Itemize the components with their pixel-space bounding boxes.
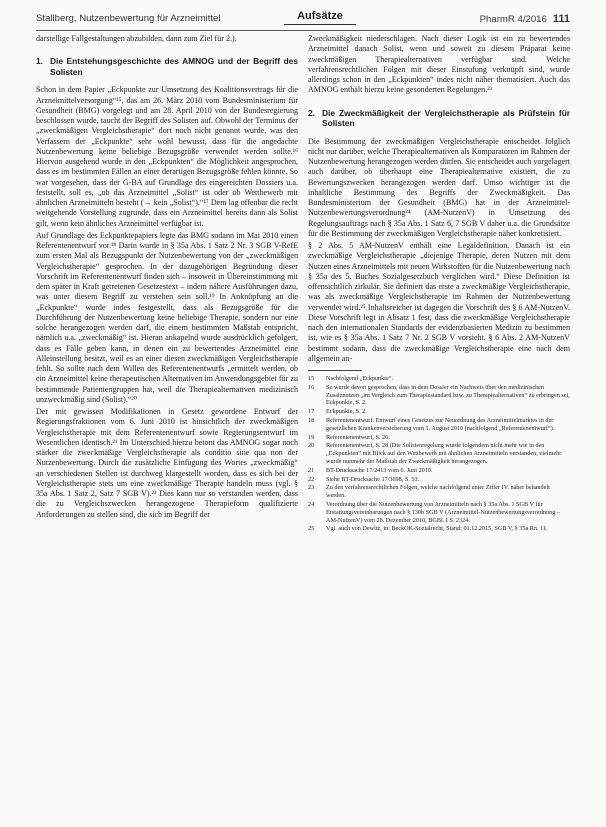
section-title: Die Zweckmäßigkeit der Vergleichstherapie als Prüfstein für Solisten xyxy=(322,107,570,128)
body-paragraph: Die Bestimmung der zweckmäßigen Vergleichstherapie entscheidet folglich nicht nur darüber, welche Therapiealternativen als Komparatoren im Rahmen der Nutzenbewertung herangezogen werden dürfen. Sie entscheidet auch vorgelagert auch darüber, ob überhaupt eine Therapiealternative existiert, die zu Bewertungszwecken herangezogen werden darf. Umso wichtiger ist die inhaltliche Bestimmung des Begriffs der Zweckmäßigkeit. Das Bundesministerium der Gesundheit (BMG) hat in der Arzneimittel-Nutzenbewertungsverordnung²⁴ (AM-NutzenV) in Umsetzung des Regelungsauftrags nach § 35a Abs. 1 Satz 6, 7 SGB V daher u.a. die Grundsätze für die Bestimmung der zweckmäßigen Vergleichstherapie näher konkretisiert. xyxy=(308,136,570,238)
footnote-text: Referentenentwurf, S. 26. xyxy=(326,433,390,441)
running-title: Stallberg, Nutzenbewertung für Arzneimittel xyxy=(36,13,221,24)
left-column xyxy=(36,34,298,522)
section-label: Aufsätze xyxy=(284,10,356,25)
footnote xyxy=(308,525,570,533)
footnote xyxy=(308,484,570,500)
body-paragraph: Der mit gewissen Modifikationen in Gesetz gewordene Entwurf der Regierungsfraktionen vom 6. Juni 2010 ist hinsichtlich der zweckmäßigen Vergleichstherapie mit dem Referentenentwurf sowie Regierungsentwurf im Wesentlichen identisch.²¹ Im Unterschied hierzu betont das AMNOG sogar noch stärker die zweckmäßige Vergleichstherapie als conditio sine qua non der Nutzenbewertung. Durch die zusätzliche Einfügung des Wortes „zweckmäßig“ an verschiedenen Stellen ist durchweg klargestellt worden, dass es sich bei der Vergleichstherapie stets um eine zweckmäßige Therapie handeln muss (vgl. § 35a Abs. 1 Satz 2, Satz 7 SGB V).²² Dies kann nur so verstanden werden, dass die zu Vergleichszwecken herangezogene Therapieform qualifizierte Anforderungen zu stellen sind, die sich im Begriff der xyxy=(36,407,298,519)
footnote-text: Referentenentwurf, S. 28 (Die Solistenregelung wurde folgendem nicht mehr wie in den „Eckpunkten“ mit Blick auf den Wettbewerb mit ähnlichen Arzneimitteln verstanden, vielmehr wurde nunmehr der Maßstab der Zweckmäßigkeit herangezogen. xyxy=(326,442,562,465)
footnote-text: Zu den verfahrensrechtlichen Folgen, welche nachfolgend unter Ziffer IV. näher behandelt werden. xyxy=(326,484,550,500)
footnote-number: 17 xyxy=(308,408,315,416)
footnote-number: 15 xyxy=(308,375,315,382)
section-title: Die Entstehungsgeschichte des AMNOG und der Begriff des Solisten xyxy=(50,56,298,77)
footnote-number: 19 xyxy=(308,433,315,441)
footnote-text: Referentenentwurf: Entwurf eines Gesetzes zur Neuordnung des Arzneimittelmarktes in der gesetzlichen Krankenversicherung vom 1. August 2010 (nachfolgend „Referentenentwurf“). xyxy=(326,416,555,432)
footnote-number: 22 xyxy=(308,475,315,483)
body-paragraph: § 2 Abs. 5 AM-NutzenV enthält eine Legaldefinition. Danach ist ein zweckmäßige Vergleichstherapie „diejenige Therapie, deren Nutzen mit dem Nutzen eines Arzneimittels mit neuen Wirkstoffen für die Nutzenbewertung nach § 35a des 5. Buches Sozialgesetzbuch verglichen wird.“ Diese Definition ist offensichtlich zirkulär. Sie definiert das erste a zweckmäßige Vergleichstherapie, was als zweckmäßige Vergleichstherapie im Rahmen der Nutzenbewertung verwendet wird.²⁵ Inhaltsreicher ist dagegen die Vorschrift des § 6 AM-NutzenV. Diese Vorschrift legt in Absatz 1 fest, dass die zweckmäßige Vergleichstherapie nach den internationalen Standards der evidenzbasierten Medizin zu bestimmen ist, wie es § 35a Abs. 1 Satz 7 Nr. 2 SGB V vorsieht. § 6 Abs. 2 AM-NutzenV bestimmt sodann, dass die zweckmäßige Vergleichstherapie eine nach dem allgemein an- xyxy=(308,241,570,363)
journal-reference xyxy=(480,13,570,25)
footnote-number: 23 xyxy=(308,484,315,492)
footnotes xyxy=(308,375,570,533)
section-number: 1. xyxy=(36,56,43,67)
footnote-number: 16 xyxy=(308,383,315,391)
journal-issue: PharmR 4/2016 xyxy=(479,14,547,25)
footnote xyxy=(308,408,570,416)
footnote-number: 20 xyxy=(308,442,315,450)
footnote xyxy=(308,476,570,484)
footnote-text: So wurde davon gesprochen, dass in dem Dossier ein Nachweis über den medizinischen Zusatznutzen „im Vergleich zum Therapiestandard bzw. zu Therapiealternativen“ zu erbringen sei, Eckpunkte, S. 2. xyxy=(326,383,570,407)
footnote xyxy=(308,417,570,433)
page-header xyxy=(36,6,570,28)
intro-paragraph: darstellige Fallgestaltungen abzubilden, dann zum Ziel für 2.). xyxy=(36,34,237,43)
footnote xyxy=(308,375,570,383)
footnote-text: Nachfolgend „Eckpunkte“. xyxy=(326,375,394,382)
right-column xyxy=(308,34,570,534)
footnote-number: 24 xyxy=(308,500,315,508)
body-paragraph: Zweckmäßigkeit niederschlagen. Nach dieser Logik ist ein zu bewertendes Arzneimittel danach Solist, wenn und soweit zu diesem Präparat keine zweckmäßigen Therapiealternativen verfügbar sind. Welche verfahrensrechtlichen Folgen mit dieser Einstufung verknüpft sind, wurde allerdings schon in den „Eckpunkten“ indes nicht näher thematisiert. Auch das AMNOG enthält hierzu keine gesonderten Regelungen.²³ xyxy=(308,34,570,95)
section-heading-2 xyxy=(308,108,570,129)
footnote-text: Verordnung über die Nutzenbewertung von Arzneimitteln nach § 35a Abs. 1 SGB V für Erstattungsvereinbarungen nach § 130b SGB V (Arzneimittel-Nutzenbewertungsverordnung – AM-NutzenV) vom 28. Dezember 2010, BGBl. I S. 2324. xyxy=(326,500,560,524)
page-number: 111 xyxy=(552,13,570,25)
footnote-text: Vgl. auch von Dewitz, in: BeckOK-Sozialrecht, Stand: 01.12.2015, SGB V, § 35a Rn. 11. xyxy=(326,525,548,533)
footnote-text: BT-Drucksache 17/2413 vom 6. Juni 2010. xyxy=(326,466,433,474)
footnote-number: 25 xyxy=(308,525,315,533)
footnote xyxy=(308,442,570,465)
body-paragraph: Auf Grundlage des Eckpunktepapiers legte das BMG sodann im Mai 2010 einen Referentenentwurf vor.¹⁸ Darin wurde in § 35a Abs. 1 Satz 2 Nr. 3 SGB V-RefE zum ersten Mal als Bezugspunkt der Nutzenbewertung von der „zweckmäßigen Vergleichstherapie“ gesprochen. In der dazugehörigen Begründung dieser Vorschrift im Referentenentwurf finden sich – insoweit in Übereinstimmung mit dem später in Kraft getretenen Gesetzestext – indem nähere Ausführungen dazu, was unter diesem Begriff zu verstehen sein soll.¹⁹ In Anknüpfung an die „Eckpunkte“ wurde indes festgestellt, dass als Bezugsgröße für die Durchführung der Nutzenbewertung keine beliebige Therapie, sondern nur eine solche herangezogen werden darf, die einem bestimmten Maßstab entspricht, nämlich u.a. „zweckmäßig“ ist. Hieran ankapelnd wurde ausdrücklich gefolgert, dass es Fälle geben kann, in denen ein zu bewertendes Arzneimittel eine Alleinstellung besitzt, weil es an einer diesen zweckmäßigen Vergleichstherapie fehlt. So sollte nach dem Willen des Referentenentwurfs „ermittelt werden, ob ein Arzneimittel keine therapeutischen Alternativen im Anwendungsgebiet für zu bestimmende Patientengruppen hat, weil die Therapiealternativen medizinisch unzweckmäßig sind (Solist).“²⁰ xyxy=(36,230,298,404)
footnote xyxy=(308,384,570,407)
footnote-number: 21 xyxy=(308,466,315,474)
footnote-text: Siehe BT-Drucksache 17/3698, S. 53. xyxy=(326,475,420,483)
footnote xyxy=(308,467,570,475)
footnote-number: 18 xyxy=(308,416,315,424)
section-number: 2. xyxy=(308,107,315,118)
section-heading-1 xyxy=(36,56,298,77)
footnote-rule xyxy=(308,370,362,371)
footnote xyxy=(308,501,570,524)
footnote-text: Eckpunkte, S. 2. xyxy=(326,408,367,416)
header-rule xyxy=(36,30,570,31)
footnote xyxy=(308,434,570,442)
body-paragraph: Schon in dem Papier „Eckpunkte zur Umsetzung des Koalitionsvertrags für die Arzneimittelversorgung“¹⁵, das am 26. März 2010 vom Bundesministerium für Gesundheit (BMG) vorgelegt und am 28. April 2010 von der Bundesregierung beschlossen wurde, taucht der Begriff des Solisten auf. Obwohl der Terminus der „zweckmäßigen Vergleichstherapie“ dort noch nicht genannt wurde, was den Verfassern der „Eckpunkte“ sehr wohl bewusst, dass für die angedachte Nutzenbewertung keine beliebige Bezugsgröße verwendet werden sollte.¹⁶ Hiervon ausgehend wurde in den „Eckpunkten“ die Möglichkeit angesprochen, dass es im bestimmten Fällen an einer derartigen Bezugsgröße fehlen könnte. So war vorgesehen, dass der G-BA auf Grundlage des eingereichten Dossiers u.a. feststellt, soll es, „ob das Arzneimittel „Solist“ ist oder ob Wettbewerb mit ähnlichen Arzneimitteln besteht (→ kein „Solist“).“¹⁷ Dem lag offenbar die recht weitgehende Vorstellung zugrunde, dass ein Arzneimittel bereits dann als Solist gilt, wenn kein ähnliches Arzneimittel verfügbar ist. xyxy=(36,85,298,228)
